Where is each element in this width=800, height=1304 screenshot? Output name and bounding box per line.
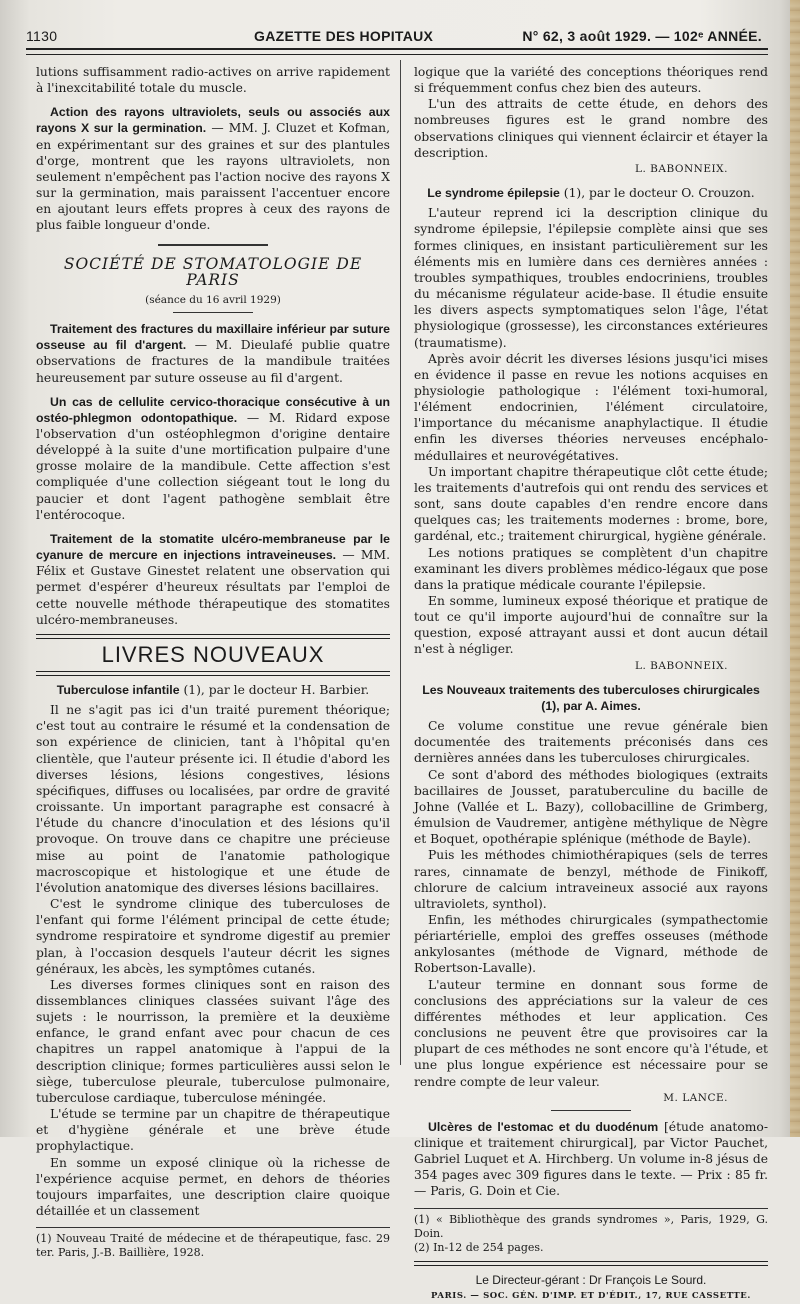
book-details: [étude anatomo-clinique et traitement chirurgical], par Victor Pauchet, Gabriel Luquet et A. Hirchberg. Un volume in-8 jésus de 354 pages avec 309 figures dans le texte. — Prix : 85 fr. — Paris, G. Doin et Cie. — [414, 1119, 768, 1199]
paragraph: L'auteur termine en donnant sous forme de conclusions des appréciations sur la valeur de ces différentes méthodes et leur application. Ces conclusions ne peuvent être que provisoires car la plupart de ces méthodes ne sont encore qu'à l'étude, et une plus longue expérience est nécessaire pour se rendre compte de leur valeur. — [414, 977, 768, 1089]
article-ulceres — [414, 1119, 768, 1200]
book-title: Tuberculose infantile — [56, 683, 180, 697]
paragraph: L'étude se termine par un chapitre de thérapeutique et d'hygiène générale et une brève étude prophylactique. — [36, 1107, 390, 1154]
divider — [414, 1261, 768, 1266]
signature: M. LANCE. — [663, 1091, 728, 1104]
book-title: Ulcères de l'estomac et du duodénum — [428, 1119, 659, 1134]
paragraph: Enfin, les méthodes chirurgicales (sympathectomie périartérielle, emploi des greffes osseuses (méthode ankylosantes (méthode de Vignard, méthode de Robertson-Lavalle). — [414, 912, 768, 976]
divider — [551, 1110, 631, 1111]
signature: L. BABONNEIX. — [635, 162, 728, 175]
paragraph: Puis les méthodes chimiothérapiques (sels de terres rares, cinnamate de benzyl, méthode de Finikoff, chlorure de calcium intraveineux associé aux rayons ultraviolets, synthol). — [414, 848, 768, 911]
divider — [173, 312, 253, 313]
article-text: — M. Ridard expose l'observation d'un ostéophlegmon d'origine dentaire développé à la suite d'une mortification pulpaire d'une grosse molaire de la mandibule. Cette affection s'est compliquée d'une collection siégeant tout le long du paucier et dont l'agent pathogène semblait être l'entérocoque. — [36, 410, 390, 522]
journal-title: GAZETTE DES HOPITAUX — [254, 28, 434, 44]
printer-line: PARIS. — SOC. GÉN. D'IMP. ET D'ÉDIT., 17, RUE CASSETTE. — [431, 1290, 751, 1301]
section-title: Action des rayons ultraviolets, seuls ou associés aux rayons X sur la germination. — [36, 105, 390, 136]
footnote: (1) Nouveau Traité de médecine et de thérapeutique, fasc. 29 ter. Paris, J.-B. Baillière, 1928. — [36, 1232, 390, 1260]
society-heading: SOCIÉTÉ DE STOMATOLOGIE DE PARIS — [63, 254, 363, 289]
article-fractures — [36, 321, 390, 386]
book-heading — [414, 185, 768, 201]
header-rule — [26, 48, 768, 55]
paragraph: L'un des attraits de cette étude, en dehors des nombreuses figures est le grand nombre des observations cliniques qui viennent éclaircir et étayer la description. — [414, 97, 768, 160]
livres-heading: LIVRES NOUVEAUX — [101, 641, 325, 667]
article-text: — M. Dieulafé publie quatre observations de fractures de la mandibule traitées heureusement par suture osseuse au fil d'argent. — [36, 338, 391, 385]
paragraph: En somme un exposé clinique où la richesse de l'expérience acquise permet, en dehors de théories toujours imparfaites, une description claire quoique détaillée et un classement — [36, 1155, 390, 1218]
seance-date: (séance du 16 avril 1929) — [145, 293, 281, 306]
right-column — [414, 64, 768, 1304]
divider — [158, 244, 268, 246]
book-author: (1), par le docteur O. Crouzon. — [559, 186, 755, 201]
article-uv — [36, 104, 390, 233]
paragraph: Les diverses formes cliniques sont en raison des dissemblances cliniques classées suivant l'âge des sujets : le nourrisson, la première et la deuxième enfance, le grand enfant avec pour chacun de ces chapitres un rappel anatomique à l'appui de la description clinique; formes particulières aussi selon le siège, tuberculose pleurale, tuberculose pulmonaire, tuberculose cardiaque, tuberculose méningée. — [36, 977, 390, 1105]
section-title: Un cas de cellulite cervico-thoracique consécutive à un ostéo-phlegmon odontopathique. — [36, 394, 390, 425]
paragraph: lutions suffisamment radio-actives on arrive rapidement à l'inexcitabilité totale du muscle. — [36, 65, 390, 96]
article-cellulite — [36, 394, 390, 523]
article-text: — MM. Félix et Gustave Ginestet relatent une observation qui permet d'espérer d'heureux résultats par l'emploi de cette nouvelle méthode thérapeutique des stomatites ulcéro-membraneuses. — [36, 548, 390, 627]
page-number: 1130 — [26, 28, 58, 44]
footnote: (1) « Bibliothèque des grands syndromes », Paris, 1929, G. Doin. — [414, 1212, 768, 1240]
paragraph: C'est le syndrome clinique des tuberculoses de l'enfant qui forme l'élément principal de cette étude; syndrome respiratoire et syndrome digestif au premier plan, à l'occasion desquels l'auteur décrit les signes généraux, les abcès, les symptômes cutanés. — [36, 897, 390, 976]
paragraph: Il ne s'agit pas ici d'un traité purement théorique; c'est tout au contraire le résumé et la condensation de son expérience de clinicien, tant à l'hôpital qu'en clientèle, que l'auteur présente ici. Il étudie d'abord les diverses lésions, lésions congestives, lésions spécifiques, diffuses ou localisées, par ordre de gravité croissante. Un important paragraphe est consacré à l'étude du chancre d'inoculation et des lésions qu'il provoque. On trouve dans ce chapitre une précieuse mise au point de l'anatomie pathologique macroscopique et histologique et une étude de l'évolution anatomique des diverses lésions bacillaires. — [36, 703, 390, 895]
book-title: Le syndrome épilepsie — [427, 186, 560, 201]
divider — [36, 634, 390, 639]
page-header — [26, 26, 768, 46]
paragraph: Les notions pratiques se complètent d'un chapitre examinant les divers problèmes médico-légaux que pose dans la pratique médicale courante l'épilepsie. — [414, 545, 768, 592]
left-column — [36, 64, 390, 1260]
book-heading — [36, 682, 390, 698]
section-title: Traitement des fractures du maxillaire inférieur par suture osseuse au fil d'argent. — [36, 322, 390, 353]
footnote-rule — [36, 1227, 390, 1228]
paragraph: Après avoir décrit les diverses lésions jusqu'ici mises en évidence il passe en revue les notions acquises en physiologie pathologique : l'élément toxi-humoral, l'élément endocrinien, l'élément circulatoire, l'importance du mécanisme anaphylactique. Il étudie enfin les diverses théories nerveuses encéphalo-médullaires et neurovégétatives. — [414, 351, 768, 463]
section-title: Traitement de la stomatite ulcéro-membraneuse par le cyanure de mercure en injections intraveineuses. — [36, 531, 390, 563]
article-text: — MM. J. Cluzet et Kofman, en expérimentant sur des graines et sur des plantules d'orge, montrent que les rayons ultraviolets, non seulement n'empêchent pas l'action nocive des rayons X sur la germination, mais paraissent l'accentuer encore en ajoutant leurs effets propres à ceux des rayons de plus faible longueur d'onde. — [36, 121, 390, 233]
paragraph: Ce sont d'abord des méthodes biologiques (extraits bacillaires de Jousset, paratuberculine du bacille de Johne (Vallée et L. Bazy), collobacilline de Grimberg, émulsion de Vaudremer, antigène méthylique de Nègre et Boquet, opothérapie splénique (méthode de Bayle). — [414, 767, 768, 847]
paragraph: logique que la variété des conceptions théoriques rend si fréquemment confus chez bien des auteurs. — [414, 65, 768, 96]
signature: L. BABONNEIX. — [635, 659, 728, 672]
paragraph: Un important chapitre thérapeutique clôt cette étude; les traitements d'autrefois qui ont rendu des services et sont, sans doute capables d'en rendre encore dans quelques cas; les traitements modernes : brome, bore, gardénal, etc.; traitement chirurgical, hygiène générale. — [414, 464, 768, 544]
book-author: (1), par le docteur H. Barbier. — [179, 683, 370, 697]
paragraph: En somme, lumineux exposé théorique et pratique de tout ce qu'il importe aujourd'hui de connaître sur la question, exposé attrayant aussi et dont aucun détail n'est à négliger. — [414, 594, 768, 657]
column-divider — [400, 60, 401, 1065]
article-stomatite — [36, 531, 390, 628]
page-edge — [790, 0, 800, 1137]
book-title: Les Nouveaux traitements des tuberculoses chirurgicales (1), par A. Aimes. — [422, 682, 760, 713]
issue-info: N° 62, 3 août 1929. — 102ᵉ ANNÉE. — [522, 28, 762, 44]
footnote-rule — [414, 1208, 768, 1209]
paragraph: Ce volume constitue une revue générale bien documentée des traitements préconisés dans ces dernières années dans les tuberculoses chirurgicales. — [414, 719, 768, 766]
divider — [36, 671, 390, 676]
publisher-line: Le Directeur-gérant : Dr François Le Sourd. — [475, 1272, 707, 1287]
footnote: (2) In-12 de 254 pages. — [414, 1240, 544, 1254]
paragraph: L'auteur reprend ici la description clinique du syndrome épilepsie, l'épilepsie complète ainsi que ses formes cliniques, en insistant particulièrement sur les éléments mis en lumière dans ces dernières années : troubles sympathiques, troubles endocriniens, troubles du mécanisme régulateur acide-base. Il étudie ensuite les divers aspects symptomatiques selon l'âge, l'état physiologique (grossesse), les circonstances extérieures (traumatisme). — [414, 206, 768, 350]
